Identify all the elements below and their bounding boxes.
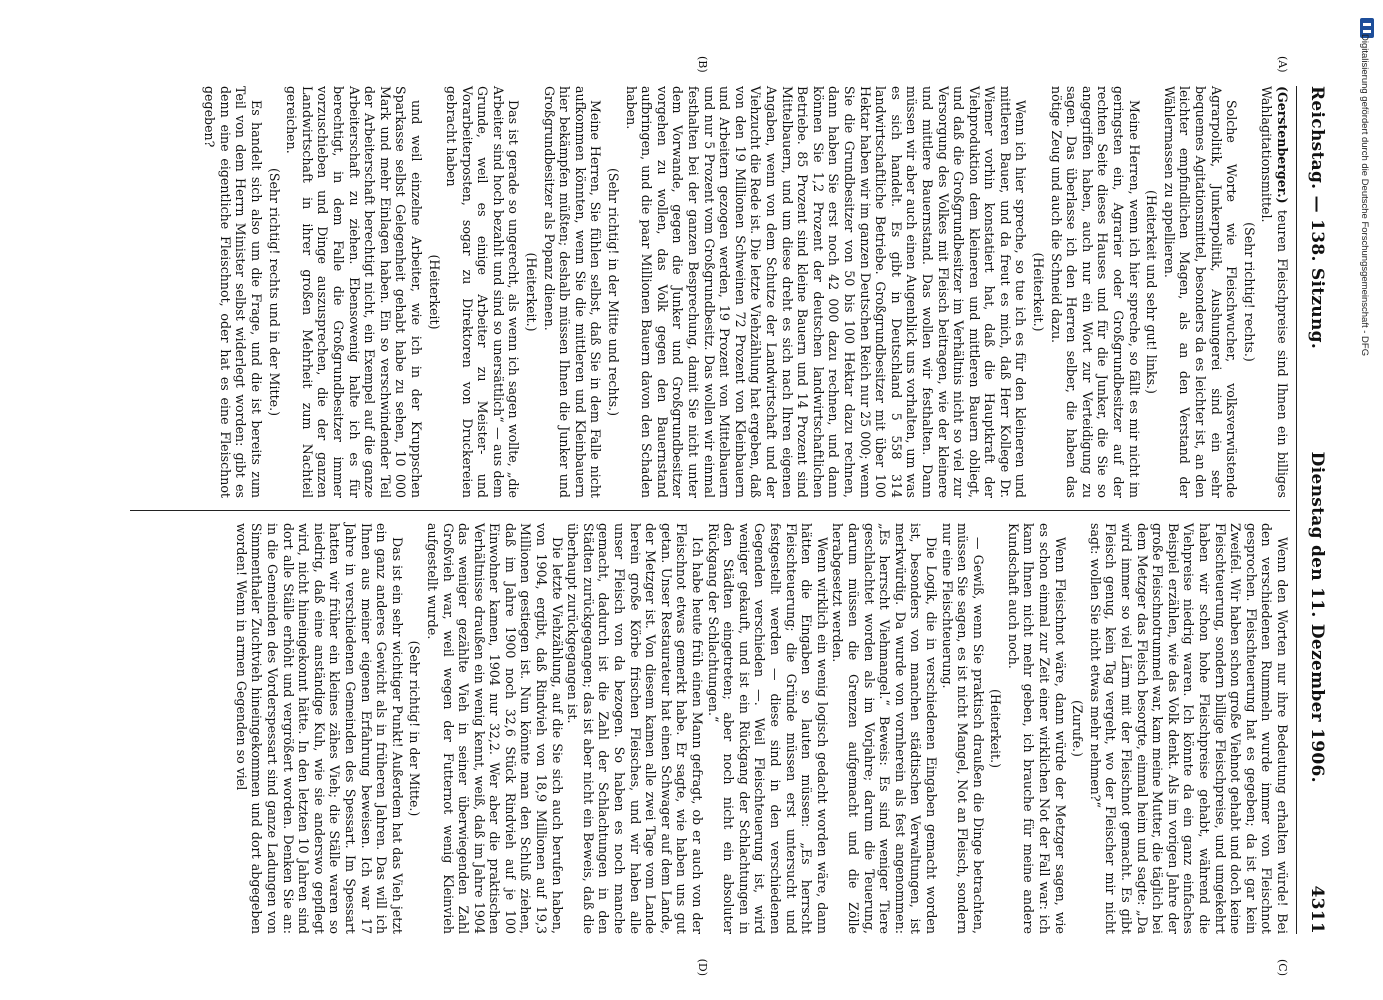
paragraph-text: Wenn den Worten nur ihre Bedeutung erhalten würde! Bei den verschiedenen Rummeln wurde immer von Fleischnot gesprochen. Fleischteuerung hat es gegeben; da ist gar kein Zweifel. Wir haben schon große Viehnot gehabt und doch keine Fleischteuerung, sondern billige Fleischpreise, und umgekehrt haben wir schon hohe Fleischpreise gehabt, während die Viehpreise niedrig waren. Ich könnte da ein ganz einfaches Beispiel erzählen, wie das Volk denkt. Als im vorigen Jahre der große Fleischnotrummel war, kam meine Mutter, die täglich bei dem Metzger das Fleisch besorgte, einmal heim und sagte: „Da wird immer so viel Lärm mit der Fleischnot gemacht. Es gibt Fleisch genug, kein Tag vergeht, wo der Fleischer mir nicht sagt: wollen Sie nicht etwas mehr nehmen?“ [1087, 523, 1290, 934]
right-column [130, 510, 1290, 976]
interjection [407, 523, 423, 934]
interjection [524, 86, 540, 498]
interjection-text: (Sehr richtig! rechts.) [1241, 222, 1257, 362]
left-column [130, 56, 1290, 510]
paragraph-text: Ich habe heute früh einen Mann gefragt, ob er auch von der Fleischnot etwas gemerkt habe. Er sagte, wie haben uns gut getan. Unser Restaurateur hat einen Schwager auf dem Lande, der Metzger ist. Von diesem kamen alle zwei Tage vom Lande herein große Körbe frischen Fleisches, und wir haben alle unser Fleisch von da bezogen. So haben es noch manche gemacht, dadurch ist die Zahl der Schlachtungen in den Städten zurückgegangen; das ist aber nicht ein Beweis, daß die überhaupt zurückgegangen ist. [565, 523, 706, 934]
interjection [1070, 523, 1086, 934]
header-date: Dienstag den 11. Dezember 1906. [1307, 451, 1327, 783]
interjection [1031, 86, 1047, 498]
paragraph-text: Das ist gerade so ungerecht, als wenn ich sagen wollte, „die Arbeiter sind hoch bezahlt und sind so unersättlich“ — aus dem Grunde, weil es einige Arbeiter zu Meister- und Vorarbeiterposten, sogar zu Direktoren von Druckereien gebracht haben [444, 86, 522, 498]
margin-marker-b: (B) [696, 56, 709, 73]
interjection-text: (Sehr richtig! in der Mitte und rechts.) [606, 167, 622, 417]
margin-marker-a: (A) [1276, 56, 1289, 73]
interjection [1241, 86, 1257, 498]
paragraph [1259, 86, 1290, 498]
interjection-text: (Heiterkeit.) [524, 252, 540, 332]
interjection-text: (Sehr richtig! in der Mitte.) [407, 640, 423, 817]
interjection-text: (Zurufe.) [1070, 700, 1086, 757]
margin-marker-d: (D) [696, 958, 709, 976]
paragraph [284, 86, 424, 498]
paragraph [424, 523, 564, 934]
margin-marker-c: (C) [1276, 959, 1289, 976]
paragraph-text: Meine Herren, Sie fühlen selbst, daß Sie in dem Falle nicht aufkommen könnten, wenn Sie die mittleren und Kleinbauern hier bekämpfen müßten; deshalb müssen Ihnen die Junker und Großgrundbesitzer als Popanz dienen. [541, 86, 604, 498]
interjection [605, 86, 621, 498]
paragraph [1087, 523, 1290, 934]
paragraph [705, 523, 830, 934]
paragraph-text: Meine Herren, wenn ich hier spreche, so fällt es mir nicht im geringsten ein, Agrarier oder Großgrundbesitzer auf der rechten Seite dieses Hauses und für die Junker, die Sie so angegriffen haben, auch nur ein Wort zur Verteidigung zu sagen. Das überlasse ich den Herren selber, die haben das nötige Zeug und auch die Schneid dazu. [1048, 86, 1142, 498]
page-number: 4311 [1307, 885, 1327, 934]
paragraph-text: Solche Worte wie Fleischwucher, volksverwüstende Agrarpolitik, Junkerpolitik, Aushungerei sind ein sehr bequemes Agitationsmittel, besonders da es leichter ist, an den leichter empfindlichen Magen, als an den Verstand der Wählermassen zu appellieren. [1161, 86, 1240, 498]
interjection-text: (Sehr richtig! rechts und in der Mitte.) [266, 167, 282, 417]
paragraph-text: Wenn Fleischnot wäre, dann würde der Metzger sagen, wie es schon einmal zur Zeit einer wirklichen Not der Fall war: ich kann Ihnen nicht mehr geben, ich brauche für meine andere Kundschaft auch noch. [1005, 523, 1068, 934]
paragraph [444, 86, 522, 498]
paragraph-text: Das ist ein sehr wichtiger Punkt! Außerdem hat das Vieh jetzt ein ganz anderes Gewicht als in früheren Jahren. Das will ich Ihnen aus meiner eigenen Erfahrung beweisen. Ich war 17 Jahre in verschiedenen Gemeinden des Spessart. Im Spessart hatten wir früher ein kleines zähes Vieh; die Ställe waren so niedrig, daß eine anständige Kuh, wie sie anderswo gepflegt wird, nicht hineingekonnt hätte. In den letzten 10 Jahren sind dort alle Ställe erhöht und vergrößert worden. Denken Sie an: in die Gemeinden des Vorderspessart sind ganze Ladungen von Simmenthaler Zuchtvieh hineingekommen und dort abgegeben worden! Wenn in armen Gegenden so viel [233, 523, 405, 934]
header-left: Reichstag. — 138. Sitzung. [1307, 86, 1327, 350]
interjection-text: (Heiterkeit.) [988, 689, 1004, 768]
interjection [988, 523, 1004, 934]
digitization-credit: Digitalisierung gefördert durch die Deutsche Forschungsgemeinschaft - DFG [1359, 34, 1370, 357]
paragraph-text: teuren Fleischpreise sind Ihnen ein billiges Wahlagitationsmittel. [1259, 86, 1290, 498]
paragraph [623, 86, 1028, 498]
paragraph [830, 523, 939, 934]
digitization-sidebar [1361, 10, 1379, 990]
paragraph-text: Die letzte Viehzählung, auf die Sie sich auch berufen haben, von 1904, ergibt, daß Rindvieh von 18,9 Millionen auf 19,3 Millionen gestiegen ist. Nun könnte man den Schluß ziehen, daß im Jahre 1900 noch 32,6 Stück Rindvieh auf je 100 Einwohner kamen, 1904 nur 32,2. Wer aber die praktischen Verhältnisse draußen ein wenig kennt, weiß, daß im Jahre 1904 das weniger gezählte Vieh in seiner überwiegenden Zahl Großvieh war, weil wegen der Futternot wenig Kleinvieh aufgestellt wurde. [424, 523, 565, 934]
header-rule [1296, 86, 1297, 934]
interjection [266, 86, 282, 498]
paragraph [202, 86, 264, 498]
paragraph [541, 86, 603, 498]
paragraph [939, 523, 986, 934]
interjection [426, 86, 442, 498]
interjection-text: (Heiterkeit) [426, 254, 442, 330]
page-header [1301, 86, 1327, 934]
speaker-name: (Gerstenberger.) [1275, 86, 1290, 204]
interjection-text: (Heiterkeit und sehr gut! links.) [1144, 190, 1160, 394]
paragraph-text: Wenn ich hier spreche, so tue ich es für den kleineren und mittleren Bauer, und da freut es mich, daß Herr Kollege Dr. Wiemer vorhin konstatiert hat, daß die Hauptkraft der Viehproduktion dem kleineren und mittleren Bauern obliegt, und daß die Großgrundbesitzer im Verhältnis nicht so viel zur Versorgung des Volkes mit Fleisch beitragen, wie der kleinere und mittlere Bauernstand. Das wollen wir festhalten. Dann müssen wir aber auch einen Augenblick uns vorhalten, um was es sich handelt. Es gibt in Deutschland 5 558 314 landwirtschaftliche Betriebe. Großgrundbesitzer mit über 100 Hektar haben wir im ganzen Deutschen Reich nur 25 000; wenn Sie die Grundbesitzer von 50 bis 100 Hektar dazu rechnen, dann haben Sie erst noch 42 000 dazu rechnen, und dann können Sie 1,2 Prozent der deutschen landwirtschaftlichen Betriebe. 85 Prozent sind kleine Bauern und 14 Prozent sind Mittelbauern, und um diese dreht es sich nach Ihren eigenen Angaben, wenn von dem Schutze der Landwirtschaft und der Viehzucht die Rede ist. Die letzte Viehzählung hat ergeben, daß von den 19 Millionen Schweinen 72 Prozent von Kleinbauern und Arbeitern gezogen werden, 19 Prozent von Mittelbauern und nur 5 Prozent vom Großgrundbesitz. Das wollen wir einmal festhalten bei der ganzen Besprechung, damit Sie nicht unter dem Vorwande, gegen die Junker und Großgrundbesitzer vorgehen zu wollen, das Volk gegen den Bauernstand aufbringen, und die paar Millionen Bauern davon den Schaden haben. [623, 86, 1029, 498]
paragraph [1005, 523, 1067, 934]
paragraph [1161, 86, 1239, 498]
paragraph-text: Es handelt sich also um die Frage, und die ist bereits zum Teil von dem Herrn Minister selbst widerlegt worden: gibt es denn eine eigentliche Fleischnot, oder hat es eine Fleischnot gegeben? [202, 86, 264, 498]
interjection-text: (Heiterkeit.) [1031, 252, 1047, 332]
paragraph [1048, 86, 1142, 498]
paragraph-text: — Gewiß, wenn Sie praktisch draußen die Dinge betrachten, müssen Sie sagen, es ist nicht Mangel, Not an Fleisch, sondern nur eine Fleischteuerung. [939, 523, 986, 934]
interjection [1144, 86, 1160, 498]
paragraph [565, 523, 705, 934]
text-columns [130, 56, 1290, 976]
paragraph-text: und weil einzelne Arbeiter, wie ich in der Kruppschen Sparkasse selbst Gelegenheit gehabt habe zu sehen, 10 000 Mark und mehr Einlagen haben. Ein so verschwindender Teil der Arbeiterschaft berechtigt nicht, ein Exempel auf die ganze Arbeiterschaft zu ziehen. Ebensowenig halte ich es für berechtigt, in dem Falle die Großgrundbesitzer immer vorzuschieben und Dinge auszusprechen, die der ganzen Landwirtschaft in ihrer großen Mehrheit zum Nachteil gereichen. [284, 86, 424, 498]
paragraph [233, 523, 405, 934]
paragraph-text: Die Logik, die in verschiedenen Eingaben gemacht worden ist, besonders von manchen städtischen Verwaltungen, ist merkwürdig. Da wurde von vornherein als fest angenommen: „Es herrscht Viehmangel.“ Beweis: Es sind weniger Tiere geschlachtet worden als im Vorjahre; darum die Teuerung, darum müssen die Grenzen aufgemacht und die Zölle herabgesetzt werden. [830, 523, 939, 934]
paragraph-text: Wenn wirklich ein wenig logisch gedacht worden wäre, dann hätten die Eingaben so lauten müssen: „Es herrscht Fleischteuerung; die Gründe müssen erst untersucht und festgestellt werden — diese sind in den verschiedenen Gegenden verschieden —. Weil Fleischteuerung ist, wird weniger gekauft, und ist ein Rückgang der Schlachtungen in den Städten eingetreten; aber noch nicht ein absoluter Rückgang der Schlachtungen.“ [705, 523, 830, 934]
